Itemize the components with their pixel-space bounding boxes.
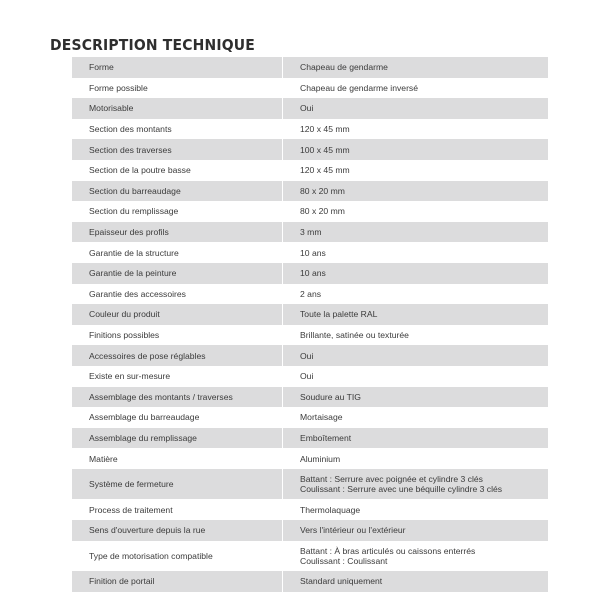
spec-row <box>72 181 548 202</box>
spec-value <box>283 201 548 222</box>
spec-row <box>72 469 548 500</box>
spec-label: Forme possible <box>72 78 283 99</box>
spec-value-line: Emboîtement <box>300 432 352 443</box>
section-title: DESCRIPTION TECHNIQUE <box>50 35 255 54</box>
spec-value-line: Chapeau de gendarme inversé <box>300 82 419 93</box>
spec-value-line: Chapeau de gendarme <box>300 62 388 73</box>
spec-label: Section du remplissage <box>72 201 283 222</box>
spec-row <box>72 325 548 346</box>
spec-label: Assemblage du barreaudage <box>72 407 283 428</box>
spec-row <box>72 387 548 408</box>
spec-value-line: Oui <box>300 350 314 361</box>
spec-label: Garantie de la peinture <box>72 263 283 284</box>
spec-row <box>72 242 548 263</box>
spec-value-line: Brillante, satinée ou texturée <box>300 330 409 341</box>
spec-label: Garantie de la structure <box>72 242 283 263</box>
spec-value <box>283 448 548 469</box>
spec-value <box>283 139 548 160</box>
spec-value-line: Soudure au TIG <box>300 391 361 402</box>
spec-label: Finitions possibles <box>72 325 283 346</box>
spec-value-line: 2 ans <box>300 288 322 299</box>
spec-value <box>283 407 548 428</box>
spec-label: Sens d'ouverture depuis la rue <box>72 520 283 541</box>
spec-row <box>72 57 548 78</box>
spec-value-line: 3 mm <box>300 227 322 238</box>
spec-value <box>283 345 548 366</box>
spec-label: Section des montants <box>72 119 283 140</box>
spec-row <box>72 160 548 181</box>
spec-value <box>283 57 548 78</box>
spec-value-line: 120 x 45 mm <box>300 124 350 135</box>
spec-label: Forme <box>72 57 283 78</box>
spec-row <box>72 407 548 428</box>
spec-value <box>283 387 548 408</box>
spec-label: Section du barreaudage <box>72 181 283 202</box>
spec-label: Existe en sur-mesure <box>72 366 283 387</box>
spec-value <box>283 366 548 387</box>
spec-label: Système de fermeture <box>72 469 283 500</box>
spec-value-line: Coulissant : Serrure avec une béquille cylindre 3 clés <box>300 484 503 495</box>
spec-row <box>72 263 548 284</box>
spec-value-line: Standard uniquement <box>300 576 383 587</box>
spec-value-line: 80 x 20 mm <box>300 185 345 196</box>
spec-row <box>72 428 548 449</box>
spec-label: Accessoires de pose réglables <box>72 345 283 366</box>
spec-label: Assemblage du remplissage <box>72 428 283 449</box>
spec-value <box>283 325 548 346</box>
spec-row <box>72 304 548 325</box>
spec-value-line: 10 ans <box>300 247 326 258</box>
spec-row <box>72 448 548 469</box>
spec-value-line: Toute la palette RAL <box>300 309 378 320</box>
spec-value <box>283 119 548 140</box>
spec-value <box>283 571 548 592</box>
spec-row <box>72 98 548 119</box>
spec-value <box>283 428 548 449</box>
spec-row <box>72 366 548 387</box>
spec-value <box>283 160 548 181</box>
spec-value <box>283 284 548 305</box>
spec-label: Garantie des accessoires <box>72 284 283 305</box>
spec-row <box>72 520 548 541</box>
spec-table <box>72 57 548 592</box>
spec-label: Process de traitement <box>72 499 283 520</box>
spec-row <box>72 284 548 305</box>
spec-row <box>72 499 548 520</box>
spec-row <box>72 139 548 160</box>
spec-label: Type de motorisation compatible <box>72 541 283 572</box>
spec-value-line: Aluminium <box>300 453 341 464</box>
spec-row <box>72 345 548 366</box>
spec-value-line: 120 x 45 mm <box>300 165 350 176</box>
spec-value-line: Mortaisage <box>300 412 343 423</box>
spec-value-line: Oui <box>300 371 314 382</box>
spec-label: Section des traverses <box>72 139 283 160</box>
spec-label: Motorisable <box>72 98 283 119</box>
spec-value <box>283 242 548 263</box>
spec-label: Couleur du produit <box>72 304 283 325</box>
spec-value-line: Vers l'intérieur ou l'extérieur <box>300 525 406 536</box>
spec-row <box>72 78 548 99</box>
spec-value <box>283 98 548 119</box>
spec-value <box>283 469 548 500</box>
spec-row <box>72 571 548 592</box>
spec-value <box>283 541 548 572</box>
spec-row <box>72 201 548 222</box>
spec-value-line: 80 x 20 mm <box>300 206 345 217</box>
spec-label: Epaisseur des profils <box>72 222 283 243</box>
spec-value-line: Battant : Serrure avec poignée et cylindre 3 clés <box>300 474 483 485</box>
spec-value-line: Oui <box>300 103 314 114</box>
spec-value-line: Coulissant : Coulissant <box>300 555 388 566</box>
spec-value <box>283 304 548 325</box>
spec-label: Section de la poutre basse <box>72 160 283 181</box>
spec-value <box>283 78 548 99</box>
spec-value <box>283 499 548 520</box>
spec-value-line: Battant : À bras articulés ou caissons enterrés <box>300 545 476 556</box>
spec-value-line: 10 ans <box>300 268 326 279</box>
spec-value <box>283 222 548 243</box>
spec-row <box>72 119 548 140</box>
spec-value-line: 100 x 45 mm <box>300 144 350 155</box>
spec-label: Finition de portail <box>72 571 283 592</box>
spec-value-line: Thermolaquage <box>300 504 361 515</box>
spec-row <box>72 222 548 243</box>
spec-value <box>283 181 548 202</box>
spec-value <box>283 263 548 284</box>
spec-label: Assemblage des montants / traverses <box>72 387 283 408</box>
spec-row <box>72 541 548 572</box>
spec-value <box>283 520 548 541</box>
spec-label: Matière <box>72 448 283 469</box>
